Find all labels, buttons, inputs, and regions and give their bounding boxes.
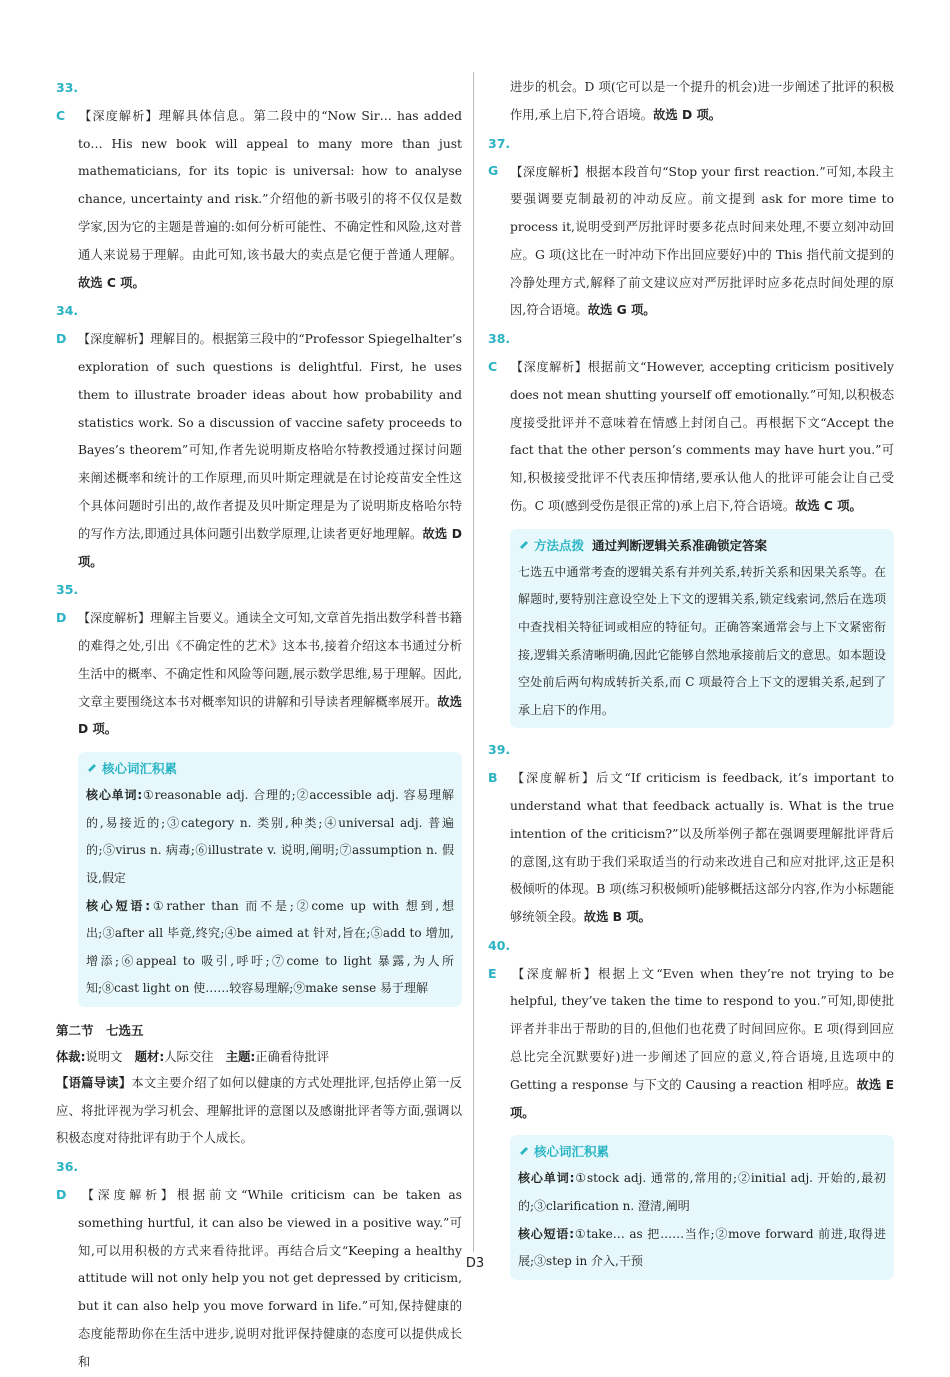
core-words: 核心单词:①stock adj. 通常的,常用的;②initial adj. 开始的,最初的;③clarification n. 澄清,阐明 — [518, 1171, 886, 1214]
pencil-icon — [518, 539, 530, 551]
core-phrases: 核心短语:①take… as 把……当作;②move forward 前进,取得进展;③step in 介入,干预 — [518, 1226, 886, 1269]
answer-choice: 故选 D 项。 — [78, 694, 462, 737]
core-words: 核心单词:①reasonable adj. 合理的;②accessible adj. 容易理解的,易接近的;③category n. 类别,种类;④universal adj. 普遍的;⑤virus n. 病毒;⑥illustrate v. 说明,阐明;⑦assumption n. 假设,假定 — [86, 788, 454, 885]
answer-choice: 故选 C 项。 — [795, 498, 862, 513]
answer-text: 理解具体信息。第二段中的“Now Sir… has added to… His new book will appeal to many more than just mathematicians, for its topic is universal: how to analyse chance, uncertainty and risk.”介绍他的新书吸引的将不仅仅是数学家,因为它的主题是普遍的:如何分析可能性、不确定性和风险,这对普通人来说易于理解。由此可知,该书最大的卖点是它便于普通人理解。 — [78, 108, 462, 262]
question-number: 36. D — [56, 1159, 79, 1203]
passage-guide: 【语篇导读】本文主要介绍了如何以健康的方式处理批评,包括停止第一反应、将批评视为学习机会、理解批评的意图以及感谢批评者等方面,强调以积极态度对待批评有助于个人成长。 — [56, 1075, 462, 1146]
question-number: 39. B — [488, 742, 511, 786]
answer-choice: 故选 C 项。 — [78, 275, 145, 290]
analysis-tag: 【深度解析】 — [510, 164, 586, 179]
method-box-title: 方法点拨 通过判断逻辑关系准确锁定答案 — [518, 535, 886, 557]
pencil-icon — [86, 762, 98, 774]
analysis-tag: 【深度解析】 — [78, 611, 151, 626]
answer-text: 后文“If criticism is feedback, it’s important to understand what that feedback actually is. What is the true intention of the criticism?”以及所举例子都在强调要理解批评背后的意图,这有助于我们采取适当的行动来改进自己和应对批评,这正是积极倾听的体现。B 项(练习积极倾听)能够概括这部分内容,作为小标题能够统领全段。 — [510, 771, 894, 925]
vocab-box-title: 核心词汇积累 — [518, 1141, 886, 1163]
core-phrases: 核心短语:①rather than 而不是;②come up with 想到,想出;③after all 毕竟,终究;④be aimed at 针对,旨在;⑤add to 增加,增添;⑥appeal to 吸引,呼吁;⑦come to light 暴露,为人所知;⑧cast light on 使……较容易理解;⑨make sense 易于理解 — [86, 898, 454, 996]
section-heading: 第二节 七选五 — [56, 1022, 144, 1038]
answer-37 — [488, 130, 894, 326]
answer-choice: 故选 D 项。 — [78, 526, 462, 569]
right-column — [488, 74, 894, 1288]
answer-33 — [56, 74, 462, 297]
question-number: 34. D — [56, 303, 79, 347]
vocab-box-title: 核心词汇积累 — [86, 758, 454, 780]
method-subtitle: 通过判断逻辑关系准确锁定答案 — [592, 537, 768, 553]
answer-choice: 故选 E 项。 — [510, 1077, 894, 1120]
analysis-tag: 【深度解析】 — [510, 359, 588, 374]
answer-choice: 故选 B 项。 — [583, 910, 651, 925]
analysis-tag: 【深度解析】 — [78, 332, 151, 347]
answer-text: 根据本段首句“Stop your first reaction.”可知,本段主要强调要克制最初的冲动反应。前文提到 ask for more time to process it,说明受到严厉批评时要多花点时间来处理,不要立刻冲动回应。G 项(这比在一时冲动下作出回应要好)中的 This 指代前文提到的冷静处理方式,解释了前文建议应对严厉批评时应多花点时间处理的原因,符合语境。 — [510, 164, 894, 318]
pencil-icon — [518, 1145, 530, 1157]
answer-choice: 故选 G 项。 — [587, 303, 656, 318]
question-number: 38. C — [488, 331, 511, 374]
vocab-box — [78, 752, 462, 1007]
question-number: 35. D — [56, 582, 79, 626]
answer-35 — [56, 576, 462, 744]
question-number: 40. E — [488, 937, 511, 981]
analysis-tag: 【深度解析】 — [510, 771, 596, 786]
analysis-tag: 【深度解析】 — [510, 966, 599, 981]
answer-choice: 故选 D 项。 — [653, 107, 722, 122]
answer-text: 理解主旨要义。通读全文可知,文章首先指出数学科普书籍的难得之处,引出《不确定性的艺术》这本书,接着介绍这本书通过分析生活中的概率、不确定性和风险等问题,展示数学思维,易于理解。因此,文章主要围绕这本书对概率知识的讲解和引导读者理解概率展开。 — [78, 611, 462, 709]
analysis-tag: 【深度解析】 — [78, 108, 159, 123]
answer-34 — [56, 297, 462, 576]
answer-text: 进步的机会。D 项(它可以是一个提升的机会)进一步阐述了批评的积极作用,承上启下,符合语境。 — [510, 80, 894, 122]
answer-36-continued — [488, 74, 894, 130]
answer-text: 根据前文“While criticism can be taken as something hurtful, it can also be viewed in a positive way.”可知,可以用积极的方式来看待批评。再结合后文“Keeping a healthy attitude will not only help you not get depressed by criticism, but it can also help you move forward in life.”可知,保持健康的态度能帮助你在生活中进步,说明对批评保持健康的态度可以提供成长和 — [78, 1188, 462, 1369]
answer-38 — [488, 325, 894, 521]
left-column — [56, 74, 462, 1377]
passage-meta: 体裁:说明文 题材:人际交往 主题:正确看待批评 — [56, 1049, 330, 1064]
method-text: 七选五中通常考查的逻辑关系有并列关系,转折关系和因果关系等。在解题时,要特别注意设空处上下文的逻辑关系,锁定线索词,然后在选项中查找相关特征词或相应的特征句。正确答案通常会与上下文紧密衔接,逻辑关系清晰明确,因此它能够自然地承接前后文的意思。如本题设空处前后两句构成转折关系,而 C 项最符合上下文的逻辑关系,起到了承上启下的作用。 — [518, 564, 886, 717]
answer-39 — [488, 736, 894, 932]
answer-text: 根据上文“Even when they’re not trying to be helpful, they’ve taken the time to respond to you.”可知,即使批评者并非出于帮助的目的,但他们也花费了时间回应你。E 项(得到回应总比完全沉默要好)进一步阐述了回应的意义,符合语境,且选项中的 Getting a response 与下文的 Causing a reaction 相呼应。 — [510, 966, 894, 1092]
page-number: D3 — [465, 1256, 485, 1271]
question-number: 37. G — [488, 135, 511, 179]
question-number: 33. C — [56, 80, 79, 123]
answer-text: 根据前文“However, accepting criticism positively does not mean shutting yourself off emotionally.”可知,以积极态度接受批评并不意味着在情感上封闭自己。再根据下文“Accept the fact that the other person’s comments may have hurt you.”可知,积极接受批评不代表压抑情绪,要承认他人的批评可能会让自己受伤。C 项(感到受伤是很正常的)承上启下,符合语境。 — [510, 359, 894, 513]
answer-40 — [488, 932, 894, 1128]
column-divider — [473, 72, 474, 1252]
answer-text: 理解目的。根据第三段中的“Professor Spiegelhalter’s exploration of such questions is delightful. First, he uses them to illustrate broader ideas about how probability and statistics work. So a discussion of vaccine safety proceeds to Bayes’s theorem”可知,作者先说明斯皮格哈尔特教授通过探讨问题来阐述概率和统计的工作原理,而贝叶斯定理就是在讨论疫苗安全性这个具体问题时引出的,故作者提及贝叶斯定理是为了说明斯皮格哈尔特的写作方法,即通过具体问题引出数学原理,让读者更好地理解。 — [78, 332, 462, 541]
analysis-tag: 【深度解析】 — [78, 1188, 177, 1203]
method-box — [510, 529, 894, 729]
